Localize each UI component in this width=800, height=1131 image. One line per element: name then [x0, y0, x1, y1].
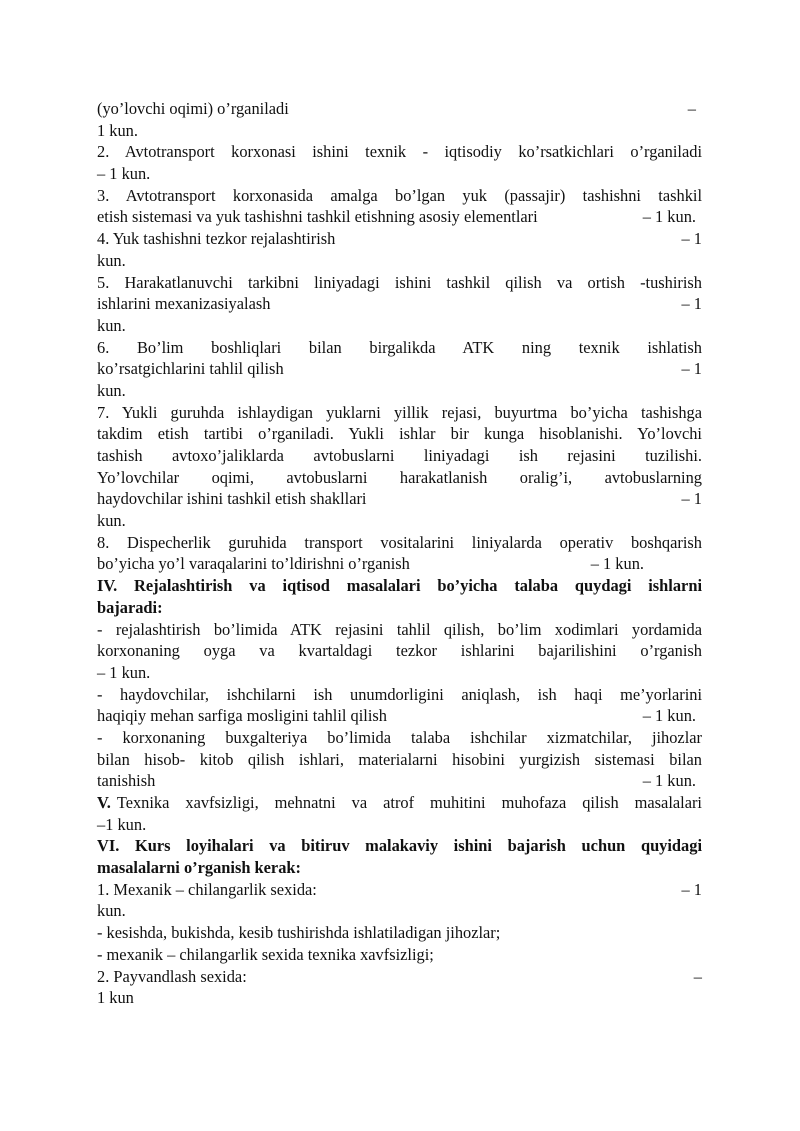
text-line: [97, 358, 702, 380]
text-line: - rejalashtirish bo’limida ATK rejasini tahlil qilish, bo’lim xodimlari yordamida: [97, 619, 702, 639]
text-line: [97, 488, 702, 510]
text: ishlarini mexanizasiyalash: [97, 294, 271, 314]
text-line: [97, 770, 702, 792]
text-line: kun.: [97, 511, 126, 531]
text-line: [97, 553, 702, 575]
text-line: kun.: [97, 315, 126, 335]
text-line: takdim etish tartibi o’rganiladi. Yukli ishlar bir kunga hisoblanishi. Yo’lovchi: [97, 424, 702, 444]
text-line: - mexanik – chilangarlik sexida texnika xavfsizligi;: [97, 944, 434, 964]
text-line: – 1 kun.: [97, 164, 151, 184]
text-line: kun.: [97, 901, 126, 921]
text: 1. Mexanik – chilangarlik sexida:: [97, 879, 317, 899]
text: – 1 kun.: [642, 207, 696, 227]
text: – 1: [681, 294, 702, 314]
text-line: 5. Harakatlanuvchi tarkibni liniyadagi ishini tashkil qilish va ortish -tushirish: [97, 272, 702, 292]
text-line: [97, 792, 702, 814]
text: – 1: [681, 489, 702, 509]
text-line: – 1 kun.: [97, 662, 151, 682]
text: etish sistemasi va yuk tashishni tashkil etishning asosiy elementlari: [97, 207, 538, 227]
text: – 1: [681, 359, 702, 379]
text: haqiqiy mehan sarfiga mosligini tahlil qilish: [97, 706, 387, 726]
section-heading: IV. Rejalashtirish va iqtisod masalalari bo’yicha talaba quydagi ishlarni: [97, 576, 702, 596]
text-line: [97, 293, 702, 315]
text-line: [97, 705, 702, 727]
text: haydovchilar ishini tashkil etish shakllari: [97, 489, 367, 509]
text: 2. Payvandlash sexida:: [97, 966, 247, 986]
section-heading: bajaradi:: [97, 597, 163, 617]
text: – 1 kun.: [642, 771, 696, 791]
text: –: [693, 966, 702, 986]
text-line: 6. Bo’lim boshliqlari bilan birgalikda ATK ning texnik ishlatish: [97, 337, 702, 357]
text-line: tashish avtoxo’jaliklarda avtobuslarni liniyadagi ish rejasini tuzilishi.: [97, 446, 702, 465]
text-line: [97, 879, 702, 901]
section-number: V.: [97, 793, 111, 812]
text: – 1: [681, 879, 702, 899]
text-line: 2. Avtotransport korxonasi ishini texnik - iqtisodiy ko’rsatkichlari o’rganiladi: [97, 142, 702, 162]
text-line: korxonaning oyga va kvartaldagi tezkor ishlarini bajarilishini o’rganish: [97, 641, 702, 661]
section-heading: VI. Kurs loyihalari va bitiruv malakaviy ishini bajarish uchun quyidagi: [97, 836, 702, 856]
text-line: - korxonaning buxgalteriya bo’limida talaba ishchilar xizmatchilar, jihozlar: [97, 727, 702, 747]
text-line: 7. Yukli guruhda ishlaydigan yuklarni yillik rejasi, buyurtma bo’yicha tashishga: [97, 402, 702, 422]
text-line: [97, 966, 702, 988]
text: 4. Yuk tashishni tezkor rejalashtirish: [97, 229, 336, 249]
text-line: 1 kun.: [97, 120, 138, 140]
text-line: bilan hisob- kitob qilish ishlari, materialarni hisobini yurgizish sistemasi bilan: [97, 749, 702, 769]
text: bo’yicha yo’l varaqalarini to’ldirishni o’rganish: [97, 554, 410, 574]
text: –: [687, 99, 696, 118]
text: Texnika xavfsizligi, mehnatni va atrof muhitini muhofaza qilish masalalari: [116, 793, 702, 812]
text-line: [97, 98, 702, 120]
document-page: [97, 98, 702, 1009]
text-line: [97, 206, 702, 228]
text-line: 3. Avtotransport korxonasida amalga bo’lgan yuk (passajir) tashishni tashkil: [97, 185, 702, 205]
text-line: 1 kun: [97, 988, 134, 1008]
text-line: - haydovchilar, ishchilarni ish unumdorligini aniqlash, ish haqi me’yorlarini: [97, 684, 702, 704]
text-line: - kesishda, bukishda, kesib tushirishda ishlatiladigan jihozlar;: [97, 923, 501, 943]
text: – 1: [681, 229, 702, 249]
text: ko’rsatgichlarini tahlil qilish: [97, 359, 284, 379]
text-line: 8. Dispecherlik guruhida transport vositalarini liniyalarda operativ boshqarish: [97, 532, 702, 552]
text-line: –1 kun.: [97, 814, 147, 834]
text: – 1 kun.: [642, 706, 696, 726]
text: tanishish: [97, 771, 156, 791]
section-heading: masalalarni o’rganish kerak:: [97, 858, 301, 878]
text-line: Yo’lovchilar oqimi, avtobuslarni harakatlanish oralig’i, avtobuslarning: [97, 467, 702, 487]
text-line: kun.: [97, 250, 126, 270]
text: – 1 kun.: [590, 554, 644, 574]
text: (yo’lovchi oqimi) o’rganiladi: [97, 99, 289, 118]
text-line: [97, 228, 702, 250]
text-line: kun.: [97, 380, 126, 400]
